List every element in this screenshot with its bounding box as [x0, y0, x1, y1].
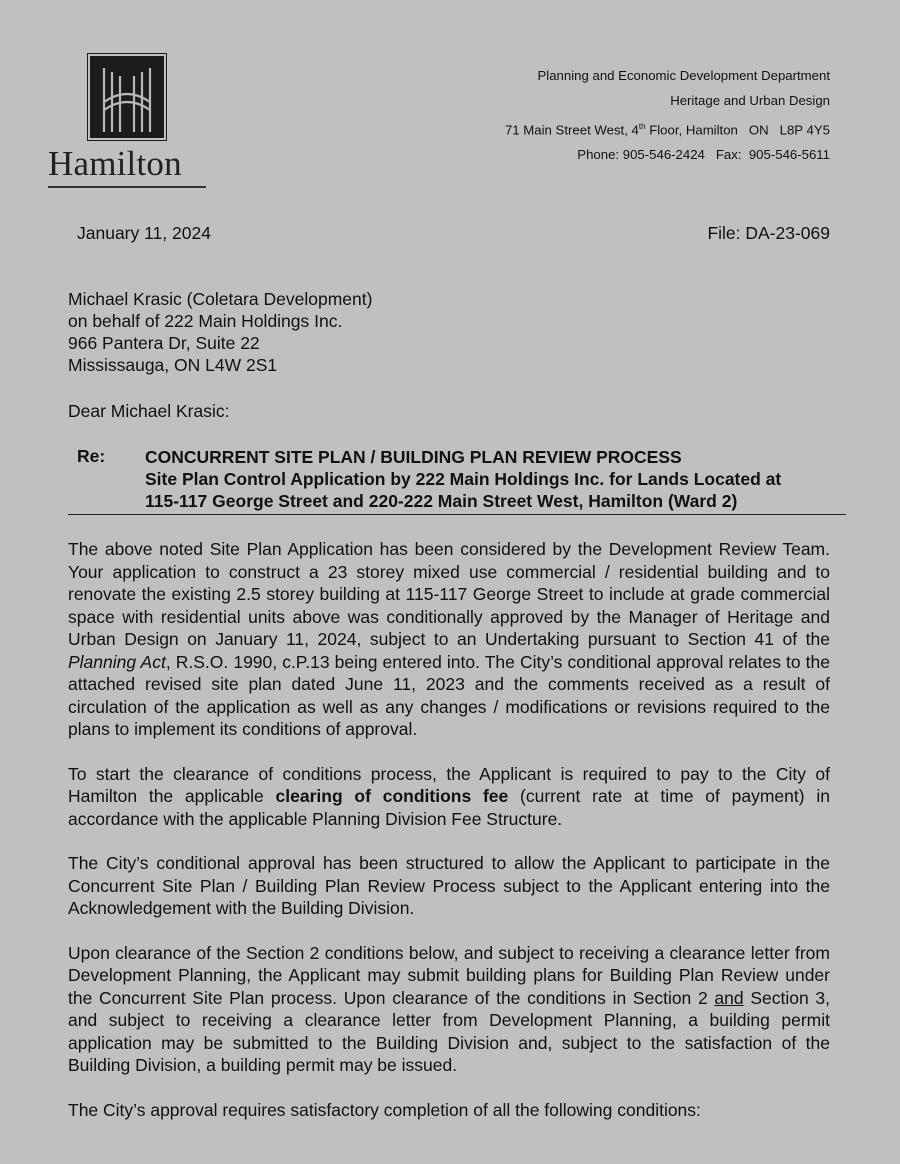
department-header — [505, 63, 830, 168]
recipient-company: on behalf of 222 Main Holdings Inc. — [68, 311, 343, 331]
subject-line-3: 115-117 George Street and 220-222 Main Street West, Hamilton (Ward 2) — [145, 491, 738, 511]
recipient-city: Mississauga, ON L4W 2S1 — [68, 355, 278, 375]
paragraph-3: The City’s conditional approval has been structured to allow the Applicant to participate in the Concurrent Site Plan / Building Plan Review Process subject to the Applicant entering into the Acknowledgement with the Building Division. — [68, 853, 830, 918]
subject-label: Re: — [77, 446, 106, 466]
recipient-name: Michael Krasic (Coletara Development) — [68, 289, 373, 309]
letter-body — [68, 538, 830, 1143]
subject-line-1: CONCURRENT SITE PLAN / BUILDING PLAN REVIEW PROCESS — [145, 447, 682, 467]
paragraph-2: To start the clearance of conditions process, the Applicant is required to pay to the City of Hamilton the applicable clearing of conditions fee (current rate at time of payment) in accordance with the applicable Planning Division Fee Structure. — [68, 763, 830, 829]
salutation: Dear Michael Krasic: — [68, 401, 230, 421]
subject-line-2: Site Plan Control Application by 222 Main Holdings Inc. for Lands Located at — [145, 469, 782, 489]
hamilton-logo-icon — [90, 56, 164, 138]
subject-block — [68, 446, 846, 515]
logo-wordmark: Hamilton — [48, 144, 206, 188]
paragraph-5: The City’s approval requires satisfactory completion of all the following conditions: — [68, 1099, 701, 1120]
city-logo — [48, 56, 210, 188]
letter-date: January 11, 2024 — [77, 223, 211, 243]
recipient-address — [68, 288, 372, 376]
department-phone: Phone: 905-546-2424 Fax: 905-546-5611 — [577, 147, 830, 163]
paragraph-4: Upon clearance of the Section 2 conditions below, and subject to receiving a clearance letter from Development Planning, the Applicant may submit building plans for Building Plan Review under the Concurrent Site Plan process. Upon clearance of the conditions in Section 2 and Section 3, and subject to receiving a clearance letter from Development Planning, a building permit application may be submitted to the Building Division and, subject to the satisfaction of the Building Division, a building permit may be issued. — [68, 942, 830, 1075]
division-name: Heritage and Urban Design — [670, 93, 830, 109]
paragraph-1: The above noted Site Plan Application has been considered by the Development Review Team. Your application to construct a 23 storey mixed use commercial / residential building and to renovate the existing 2.5 storey building at 115-117 George Street to include at grade commercial space with residential units above was conditionally approved by the Manager of Heritage and Urban Design on January 11, 2024, subject to an Undertaking pursuant to Section 41 of the Planning Act, R.S.O. 1990, c.P.13 being entered into. The City’s conditional approval relates to the attached revised site plan dated June 11, 2023 and the comments received as a result of circulation of the application as well as any changes / modifications or revisions required to the plans to implement its conditions of approval. — [68, 539, 831, 739]
recipient-street: 966 Pantera Dr, Suite 22 — [68, 333, 260, 353]
department-name: Planning and Economic Development Department — [537, 68, 830, 83]
file-number: File: DA-23-069 — [707, 223, 830, 243]
department-address: 71 Main Street West, 4th Floor, Hamilton ON L8P 4Y5 — [504, 121, 830, 137]
